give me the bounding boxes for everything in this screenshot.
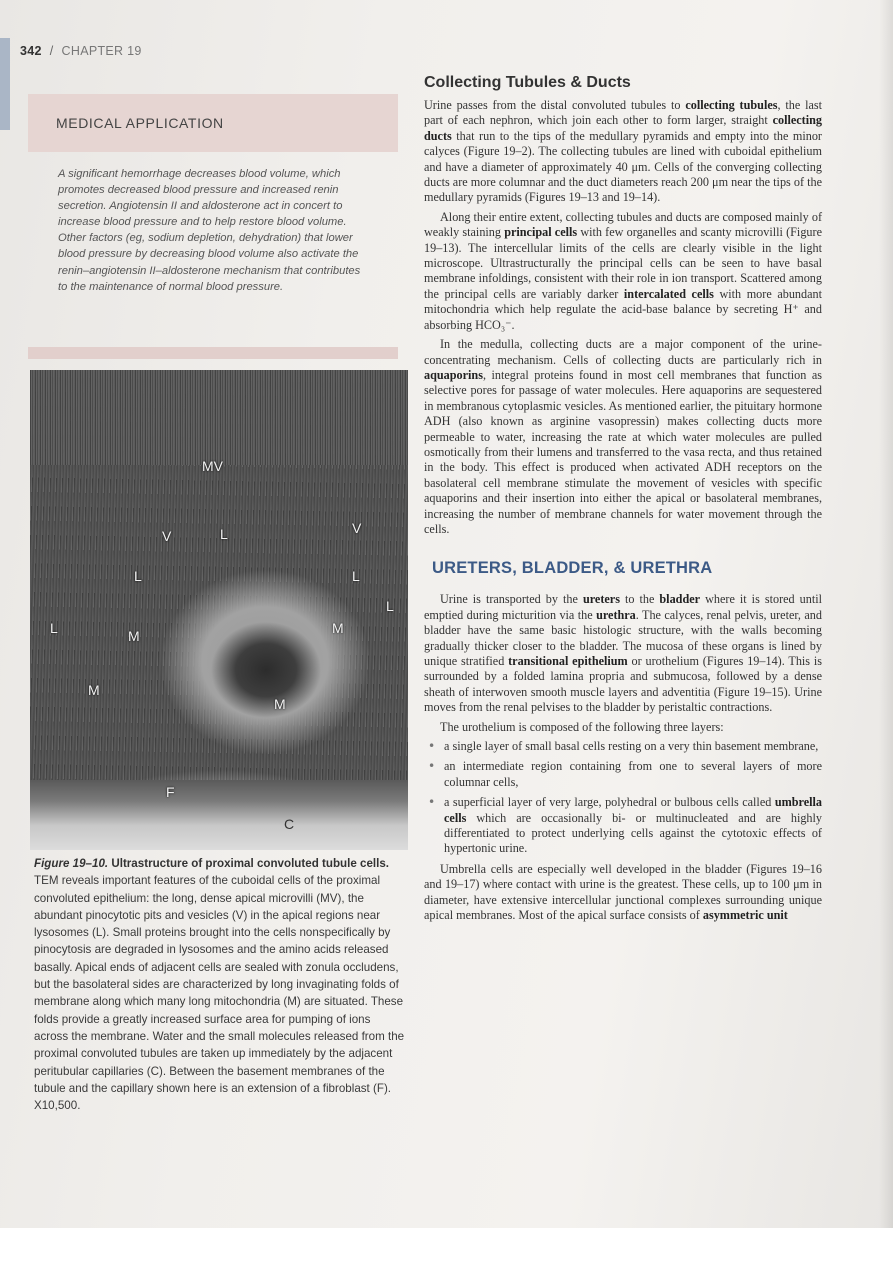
basal-region	[30, 780, 408, 850]
micrograph-label: C	[284, 816, 295, 832]
micrograph-label: M	[332, 620, 344, 636]
micrograph-label: L	[134, 568, 142, 584]
scan-bottom-margin	[0, 1228, 893, 1263]
micrograph-label: F	[166, 784, 175, 800]
medical-application-box	[28, 94, 398, 359]
term: collecting ducts	[424, 113, 822, 143]
term: bladder	[659, 592, 701, 607]
urothelium-layers-list	[424, 739, 822, 857]
paragraph: Umbrella cells are especially well developed in the bladder (Figures 19–16 and 19–17) where contact with urine is the greatest. These cells, up to 100 μm in diameter, have extensive intercellular junctional complexes surrounding unique apical membranes. Most of the apical surface consists of asymmetric unit	[424, 861, 822, 923]
micrograph-label: L	[220, 526, 228, 542]
term: asymmetric unit	[702, 908, 788, 923]
page-edge-shadow	[879, 0, 893, 1228]
figure-title: Ultrastructure of proximal convoluted tubule cells.	[111, 857, 389, 870]
term: umbrella cells	[444, 795, 822, 825]
term: transitional epithelium	[508, 654, 628, 668]
chapter-label: CHAPTER 19	[61, 44, 142, 58]
section-heading-ureters: URETERS, BLADDER, & URETHRA	[432, 559, 713, 578]
list-item: • a superficial layer of very large, polyhedral or bulbous cells called umbrella cells which are occasionally bi- or multinucleated and are highly differentiated to protect underlying cells against the cytotoxic effects of hypertonic urine.	[424, 795, 822, 857]
paragraph: The urothelium is composed of the following three layers:	[440, 719, 724, 734]
figure-caption-text: TEM reveals important features of the cuboidal cells of the proximal convoluted epithelium: the long, dense apical microvilli (MV), the abundant pinocytotic pits and vesicles (V) in the apical regions near lysosomes (L). Small proteins brought into the cells nonspecifically by pinocytosis are degraded in lysosomes and the amino acids released basally. Apical ends of adjacent cells are sealed with zonula occludens, but the basolateral sides are characterized by long invaginating folds of membrane along which many long mitochondria (M) are situated. These folds provide a greatly increased surface area for pumping of ions across the membrane. Water and the small molecules released from the proximal convoluted tubules are taken up immediately by the adjacent peritubular capillaries (C). Between the basement membranes of the tubule and the capillary shown here is an extension of a fibroblast (F). X10,500.	[34, 874, 405, 1113]
microvilli-band	[30, 370, 408, 465]
figure-caption	[34, 855, 406, 1114]
micrograph-label: L	[50, 620, 58, 636]
figure-number: Figure 19–10.	[34, 857, 109, 870]
header-separator: /	[49, 44, 54, 58]
micrograph-label: M	[274, 696, 286, 712]
list-item: • an intermediate region containing from one to several layers of more columnar cells,	[424, 759, 822, 790]
running-head	[20, 44, 142, 58]
term: ureters	[582, 592, 620, 607]
page-number: 342	[20, 44, 42, 58]
micrograph-label: M	[88, 682, 100, 698]
term: urethra	[596, 607, 636, 622]
paragraph: Urine is transported by the ureters to the bladder where it is stored until emptied during micturition via the urethra. The calyces, renal pelvis, ureter, and bladder have the same basic histologic structure, with the walls becoming gradually thicker closer to the bladder. The mucosa of these organs is lined by unique stratified transitional epithelium or urothelium (Figures 19–14). This is surrounded by a folded lamina propria and submucosa, followed by a dense sheath of interwoven smooth muscle layers and adventitia (Figure 19–15). Urine moves from the renal pelvises to the bladder by peristaltic contractions.	[424, 592, 823, 715]
micrograph-label: V	[162, 528, 172, 544]
micrograph-label: MV	[202, 458, 223, 474]
list-item: • a single layer of small basal cells resting on a very thin basement membrane,	[424, 739, 822, 754]
medical-application-title: MEDICAL APPLICATION	[28, 94, 398, 152]
micrograph-label: V	[352, 520, 362, 536]
section-heading-collecting: Collecting Tubules & Ducts	[424, 74, 631, 91]
paragraph: Along their entire extent, collecting tubules and ducts are composed mainly of weakly staining principal cells with few organelles and scanty microvilli (Figure 19–13). The intercellular limits of the cells are clearly visible in the light microscope. Ultrastructurally the principal cells can be seen to have basal membrane infoldings, consistent with their role in ion transport. Scattered among the principal cells are variably darker intercalated cells with more abundant mitochondria which help regulate the acid-base balance by secreting H⁺ and absorbing HCO₃⁻.	[424, 209, 822, 332]
term: principal cells	[504, 225, 578, 240]
term: intercalated cells	[623, 286, 714, 301]
term: aquaporins	[424, 367, 483, 382]
ureters-body	[424, 592, 822, 923]
micrograph-label: L	[352, 568, 360, 584]
box-bottom-rule	[28, 347, 398, 359]
tem-micrograph	[30, 370, 408, 850]
medical-application-text: A significant hemorrhage decreases blood volume, which promotes decreased blood pressure and increased renin secretion. Angiotensin II and aldosterone act in concert to increase blood pressure and to help restore blood volume. Other factors (eg, sodium depletion, dehydration) that lower blood pressure by decreasing blood volume also activate the renin–angiotensin II–aldosterone mechanism that contributes to the maintenance of normal blood pressure.	[58, 168, 361, 293]
paragraph: Urine passes from the distal convoluted tubules to collecting tubules, the last part of each nephron, which join each other to form larger, straight collecting ducts that run to the tips of the medullary pyramids and empty into the minor calyces (Figure 19–2). The collecting tubules are lined with cuboidal epithelium and have a diameter of approximately 40 μm. Cells of the converging collecting ducts are more columnar and the duct diameters reach 200 μm near the tips of the medullary pyramids (Figures 19–13 and 19–14).	[424, 98, 822, 205]
collecting-body	[424, 98, 822, 537]
term: collecting tubules	[685, 98, 778, 112]
right-column	[424, 74, 822, 928]
paragraph: In the medulla, collecting ducts are a major component of the urine-concentrating mechanism. Cells of collecting ducts are particularly rich in aquaporins, integral proteins found in most cell membranes that function as selective pores for passage of water molecules. Here aquaporins are sequestered in membranous cytoplasmic vesicles. As mentioned earlier, the pituitary hormone ADH (also known as arginine vasopressin) makes collecting ducts more permeable to water, increasing the rate at which water molecules are pulled osmotically from their lumens and transferred to the vasa recta, and thus retained in the body. This effect is produced when activated ADH receptors on the basolateral cell membrane stimulate the movement of vesicles with specific aquaporins and their insertion into either the apical or basolateral membranes, increasing the number of membrane channels for water movement through the cells.	[424, 337, 822, 536]
micrograph-label: L	[386, 598, 394, 614]
chapter-thumb-tab	[0, 38, 10, 130]
micrograph-label: M	[128, 628, 140, 644]
